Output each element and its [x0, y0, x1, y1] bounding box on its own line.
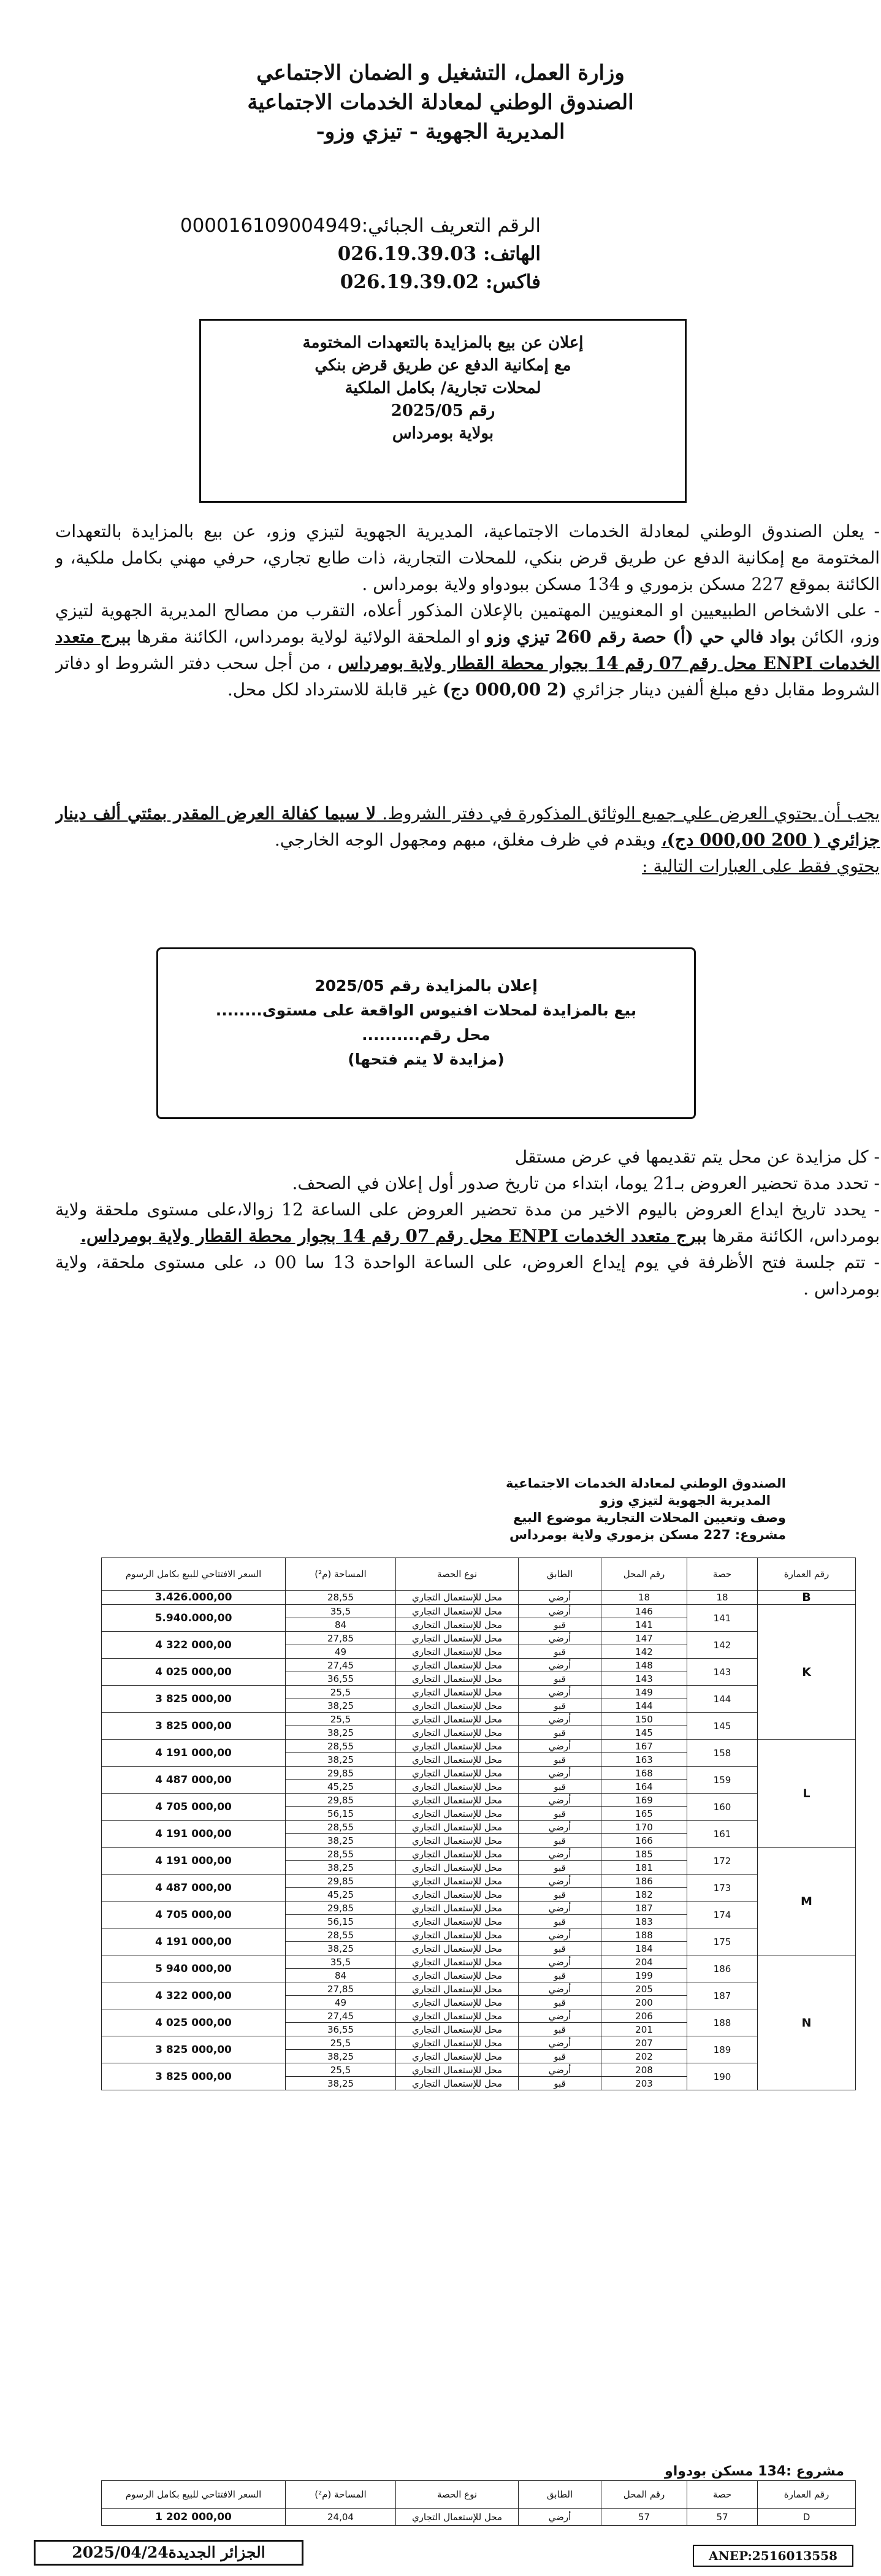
cell-type: محل للإستعمال التجاري: [396, 2509, 519, 2526]
cell-type: محل للإستعمال التجاري: [396, 1996, 519, 2009]
p2-text-e: ، من أجل سحب دفتر الشروط او دفاتر الشروط مقابل دفع مبلغ ألفين دينار جزائري: [55, 653, 880, 700]
cell-type: محل للإستعمال التجاري: [396, 2063, 519, 2077]
cell-area: 38,25: [286, 1834, 396, 1848]
cell-local: 188: [601, 1928, 687, 1942]
cell-price: 4 191 000,00: [102, 1740, 286, 1767]
cell-area: 38,25: [286, 1699, 396, 1713]
table-row: [102, 1821, 856, 1834]
cell-type: محل للإستعمال التجاري: [396, 1713, 519, 1726]
cell-type: محل للإستعمال التجاري: [396, 1659, 519, 1672]
directorate-name: المديرية الجهوية - تيزي وزو-: [316, 120, 565, 144]
cell-type: محل للإستعمال التجاري: [396, 1740, 519, 1753]
cell-local: 167: [601, 1740, 687, 1753]
cell-lot: 141: [687, 1605, 758, 1632]
cell-price: 1 202 000,00: [102, 2509, 286, 2526]
cell-price: 3 825 000,00: [102, 1713, 286, 1740]
cell-local: 149: [601, 1686, 687, 1699]
cell-area: 38,25: [286, 1942, 396, 1955]
cell-price: 5 940 000,00: [102, 1955, 286, 1982]
cell-floor: قبو: [519, 1753, 601, 1767]
cell-floor: قبو: [519, 2050, 601, 2063]
cell-floor: قبو: [519, 1807, 601, 1821]
table2-header-row: [102, 2481, 856, 2509]
paragraph-3: [55, 800, 880, 853]
table-row: [102, 1767, 856, 1780]
cell-area: 49: [286, 1645, 396, 1659]
cell-floor: أرضي: [519, 1659, 601, 1672]
cell-local: 57: [601, 2509, 687, 2526]
cell-floor: قبو: [519, 1996, 601, 2009]
cell-area: 45,25: [286, 1888, 396, 1901]
cell-local: 141: [601, 1618, 687, 1632]
cell-type: محل للإستعمال التجاري: [396, 1969, 519, 1982]
cell-area: 28,55: [286, 1591, 396, 1605]
cell-local: 170: [601, 1821, 687, 1834]
cell-type: محل للإستعمال التجاري: [396, 1955, 519, 1969]
cell-lot: 175: [687, 1928, 758, 1955]
cell-local: 142: [601, 1645, 687, 1659]
cell-local: 148: [601, 1659, 687, 1672]
cell-floor: أرضي: [519, 1955, 601, 1969]
cell-area: 56,15: [286, 1807, 396, 1821]
cell-area: 45,25: [286, 1780, 396, 1794]
procedure-rules: [55, 1144, 880, 1432]
cell-local: 181: [601, 1861, 687, 1875]
table-row: [102, 2063, 856, 2077]
col-floor: الطابق: [519, 1558, 601, 1591]
table-row: [102, 1875, 856, 1888]
cell-local: 169: [601, 1794, 687, 1807]
cell-area: 38,25: [286, 2077, 396, 2090]
cell-floor: أرضي: [519, 2063, 601, 2077]
cell-area: 38,25: [286, 1726, 396, 1740]
cell-lot: 190: [687, 2063, 758, 2090]
title-line-5: بولاية بومرداس: [392, 424, 494, 443]
paragraph-2: [55, 597, 880, 703]
p2-text-c: او الملحقة الولائية لولاية بومرداس، الكائنة مقرها: [131, 627, 486, 647]
cell-floor: قبو: [519, 2023, 601, 2036]
cell-price: 4 322 000,00: [102, 1632, 286, 1659]
cell-lot: 174: [687, 1901, 758, 1928]
col-area: المساحة (م²): [286, 1558, 396, 1591]
cell-type: محل للإستعمال التجاري: [396, 1807, 519, 1821]
contact-identifiers: [180, 212, 541, 296]
cell-floor: أرضي: [519, 1901, 601, 1915]
cell-local: 208: [601, 2063, 687, 2077]
cell-area: 24,04: [286, 2509, 396, 2526]
cell-price: 3.426.000,00: [102, 1591, 286, 1605]
cell-price: 4 487 000,00: [102, 1875, 286, 1901]
cell-area: 35,5: [286, 1605, 396, 1618]
cell-local: 150: [601, 1713, 687, 1726]
col2-building: رقم العمارة: [758, 2481, 856, 2509]
cell-local: 186: [601, 1875, 687, 1888]
cell-area: 49: [286, 1996, 396, 2009]
cell-building: N: [758, 1955, 856, 2090]
cell-type: محل للإستعمال التجاري: [396, 2023, 519, 2036]
cell-floor: أرضي: [519, 1821, 601, 1834]
cell-floor: قبو: [519, 1699, 601, 1713]
cell-type: محل للإستعمال التجاري: [396, 2009, 519, 2023]
table-row: [102, 2036, 856, 2050]
cell-price: 4 191 000,00: [102, 1928, 286, 1955]
phone-number: الهاتف: 026.19.39.03: [337, 243, 541, 265]
cell-lot: 143: [687, 1659, 758, 1686]
cell-building: K: [758, 1605, 856, 1740]
cell-floor: قبو: [519, 1834, 601, 1848]
fax-number: فاكس: 026.19.39.02: [340, 271, 541, 293]
cell-area: 38,25: [286, 1753, 396, 1767]
table-row: [102, 1901, 856, 1915]
cell-floor: أرضي: [519, 1605, 601, 1618]
cell-area: 27,85: [286, 1632, 396, 1645]
cell-floor: أرضي: [519, 1982, 601, 1996]
cell-local: 183: [601, 1915, 687, 1928]
cell-local: 144: [601, 1699, 687, 1713]
table-row: [102, 1740, 856, 1753]
p2-text-g: غير قابلة للاسترداد لكل محل.: [227, 679, 443, 700]
cell-floor: أرضي: [519, 1767, 601, 1780]
title-line-4: رقم 2025/05: [391, 402, 495, 420]
table-heading-fund: الصندوق الوطني لمعادلة الخدمات الاجتماعية: [506, 1476, 786, 1491]
shops-table-boudouaou: [101, 2480, 856, 2526]
cell-local: 18: [601, 1591, 687, 1605]
envelope-line-3: محل رقم..........: [362, 1026, 490, 1044]
col-type: نوع الحصة: [396, 1558, 519, 1591]
cell-price: 3 825 000,00: [102, 1686, 286, 1713]
cell-local: 143: [601, 1672, 687, 1686]
cell-area: 38,25: [286, 2050, 396, 2063]
table-row: [102, 1713, 856, 1726]
cell-area: 25,5: [286, 1686, 396, 1699]
table-heading-directorate: المديرية الجهوية لتيزي وزو: [600, 1493, 771, 1508]
table-row: [102, 1605, 856, 1618]
cell-type: محل للإستعمال التجاري: [396, 1672, 519, 1686]
cell-area: 29,85: [286, 1875, 396, 1888]
cell-type: محل للإستعمال التجاري: [396, 1821, 519, 1834]
cell-type: محل للإستعمال التجاري: [396, 1699, 519, 1713]
cell-area: 29,85: [286, 1901, 396, 1915]
cell-area: 56,15: [286, 1915, 396, 1928]
col2-type: نوع الحصة: [396, 2481, 519, 2509]
cell-lot: 187: [687, 1982, 758, 2009]
announcement-title-box: [199, 319, 687, 503]
cell-lot: 186: [687, 1955, 758, 1982]
rule-2: - تحدد مدة تحضير العروض بـ21 يوما، ابتداء من تاريخ صدور أول إعلان في الصحف.: [292, 1173, 880, 1193]
cell-floor: أرضي: [519, 1740, 601, 1753]
table-header-row: [102, 1558, 856, 1591]
cell-type: محل للإستعمال التجاري: [396, 1632, 519, 1645]
cell-area: 36,55: [286, 1672, 396, 1686]
col-building: رقم العمارة: [758, 1558, 856, 1591]
cell-type: محل للإستعمال التجاري: [396, 1848, 519, 1861]
cell-type: محل للإستعمال التجاري: [396, 1726, 519, 1740]
envelope-label-box: [156, 947, 696, 1119]
cell-floor: قبو: [519, 1861, 601, 1875]
cell-local: 145: [601, 1726, 687, 1740]
cell-local: 165: [601, 1807, 687, 1821]
cell-type: محل للإستعمال التجاري: [396, 1605, 519, 1618]
col2-area: المساحة (م²): [286, 2481, 396, 2509]
cell-floor: أرضي: [519, 1928, 601, 1942]
cell-floor: قبو: [519, 1618, 601, 1632]
paragraph-1: - يعلن الصندوق الوطني لمعادلة الخدمات الاجتماعية، المديرية الجهوية لتيزي وزو، عن بيع بالمزايدة بالتعهدات المختومة مع إمكانية الدفع عن طريق قرض بنكي، للمحلات التجارية، ذات طابع تجاري، حرفي مهني بكامل ملكية، و الكائنة بموقع 227 مسكن بزموري و 134 مسكن ببودواو ولاية بومرداس .: [55, 521, 880, 594]
cell-lot: 159: [687, 1767, 758, 1794]
table-row: [102, 1632, 856, 1645]
cell-building: D: [758, 2509, 856, 2526]
cell-type: محل للإستعمال التجاري: [396, 2077, 519, 2090]
rule-4: - تتم جلسة فتح الأظرفة في يوم إيداع العروض، على الساعة الواحدة 13 سا 00 د، على مستوى ملحقة، ولاية بومرداس .: [55, 1252, 880, 1299]
cell-local: 182: [601, 1888, 687, 1901]
cell-area: 36,55: [286, 2023, 396, 2036]
cell-type: محل للإستعمال التجاري: [396, 1875, 519, 1888]
cell-area: 29,85: [286, 1767, 396, 1780]
tizi-ouzou-address: بواد فالي حي (أ) حصة رقم 260 تيزي وزو: [486, 627, 796, 647]
cell-floor: أرضي: [519, 2009, 601, 2023]
col-lot: حصة: [687, 1558, 758, 1591]
tax-id: الرقم التعريف الجبائي:000016109004949: [180, 215, 541, 237]
cell-type: محل للإستعمال التجاري: [396, 1753, 519, 1767]
col2-lot: حصة: [687, 2481, 758, 2509]
newspaper-date-stamp: الجزائر الجديدة2025/04/24: [34, 2540, 303, 2566]
cell-price: 4 191 000,00: [102, 1848, 286, 1875]
envelope-line-4: (مزايدة لا يتم فتحها): [348, 1050, 505, 1068]
cell-type: محل للإستعمال التجاري: [396, 1888, 519, 1901]
cell-type: محل للإستعمال التجاري: [396, 1942, 519, 1955]
cell-local: 203: [601, 2077, 687, 2090]
rule-3-address: ببرج متعدد الخدمات ENPI محل رقم 07 رقم 14 بجوار محطة القطار ولاية بومرداس.: [80, 1226, 707, 1246]
cell-floor: قبو: [519, 1969, 601, 1982]
table-body: [102, 1591, 856, 2090]
cell-area: 84: [286, 1618, 396, 1632]
cell-local: 163: [601, 1753, 687, 1767]
cell-lot: 188: [687, 2009, 758, 2036]
cell-area: 28,55: [286, 1848, 396, 1861]
rule-1: - كل مزايدة عن محل يتم تقديمها في عرض مستقل: [514, 1147, 880, 1167]
cell-price: 3 825 000,00: [102, 2036, 286, 2063]
col2-floor: الطابق: [519, 2481, 601, 2509]
cell-lot: 160: [687, 1794, 758, 1821]
cell-lot: 142: [687, 1632, 758, 1659]
cell-type: محل للإستعمال التجاري: [396, 2036, 519, 2050]
cell-local: 207: [601, 2036, 687, 2050]
cell-local: 168: [601, 1767, 687, 1780]
col2-price: السعر الافتتاحي للبيع بكامل الرسوم: [102, 2481, 286, 2509]
cell-area: 28,55: [286, 1928, 396, 1942]
boumerdes-address: ببرج متعدد الخدمات ENPI محل رقم 07 رقم 14 بجوار محطة القطار ولاية بومرداس: [55, 627, 880, 673]
table-row: [102, 1955, 856, 1969]
cell-area: 27,45: [286, 2009, 396, 2023]
cell-price: 4 487 000,00: [102, 1767, 286, 1794]
cell-price: 4 705 000,00: [102, 1901, 286, 1928]
rule-3-text: - يحدد تاريخ ايداع العروض باليوم الاخير من مدة تحضير العروض على الساعة 12 زوالا،على مستوى ملحقة ولاية بومرداس، الكائنة مقرها: [55, 1199, 880, 1246]
cell-floor: قبو: [519, 1672, 601, 1686]
cell-area: 25,5: [286, 1713, 396, 1726]
cell-type: محل للإستعمال التجاري: [396, 1861, 519, 1875]
cell-type: محل للإستعمال التجاري: [396, 1767, 519, 1780]
cell-price: 4 025 000,00: [102, 1659, 286, 1686]
p3-text-c: ويقدم في ظرف مغلق، مبهم ومجهول الوجه الخارجي.: [274, 830, 662, 850]
cell-type: محل للإستعمال التجاري: [396, 1618, 519, 1632]
col-local: رقم المحل: [601, 1558, 687, 1591]
cell-area: 25,5: [286, 2036, 396, 2050]
cell-floor: قبو: [519, 2077, 601, 2090]
p2-text-a: - على الاشخاص الطبيعيين او المعنويين المهتمين بالإعلان المذكور أعلاه، التقرب من مصالح المديرية الجهوية لتيزي وزو، الكائن: [55, 600, 880, 647]
p3-text-a: يجب أن يحتوي العرض علي جميع الوثائق المذكورة في دفتر الشروط.: [376, 803, 880, 824]
cell-floor: قبو: [519, 1645, 601, 1659]
cell-type: محل للإستعمال التجاري: [396, 1794, 519, 1807]
table-row: [102, 1928, 856, 1942]
cell-local: 199: [601, 1969, 687, 1982]
cell-floor: أرضي: [519, 1686, 601, 1699]
header: [0, 58, 881, 147]
cell-floor: أرضي: [519, 1875, 601, 1888]
cell-local: 201: [601, 2023, 687, 2036]
cell-lot: 144: [687, 1686, 758, 1713]
offer-requirements: [55, 800, 880, 914]
cell-area: 27,85: [286, 1982, 396, 1996]
cell-local: 206: [601, 2009, 687, 2023]
table-heading-description: وصف وتعيين المحلات التجارية موضوع البيع: [513, 1510, 786, 1525]
cell-area: 84: [286, 1969, 396, 1982]
cell-local: 147: [601, 1632, 687, 1645]
title-line-2: مع إمكانية الدفع عن طريق قرض بنكي: [315, 356, 571, 375]
cell-type: محل للإستعمال التجاري: [396, 1645, 519, 1659]
table-row: [102, 1686, 856, 1699]
cell-area: 35,5: [286, 1955, 396, 1969]
table-heading: [0, 1475, 881, 1543]
cell-price: 5.940.000,00: [102, 1605, 286, 1632]
col2-local: رقم المحل: [601, 2481, 687, 2509]
cell-local: 202: [601, 2050, 687, 2063]
envelope-line-1: إعلان بالمزايدة رقم 2025/05: [315, 977, 538, 995]
table-row: [102, 1794, 856, 1807]
shops-table-zemmouri: [101, 1557, 856, 2090]
cell-floor: أرضي: [519, 2509, 601, 2526]
cell-floor: قبو: [519, 1780, 601, 1794]
cell-floor: قبو: [519, 1888, 601, 1901]
fund-name: الصندوق الوطني لمعادلة الخدمات الاجتماعية: [247, 90, 634, 115]
table-heading-project: مشروع: 227 مسكن بزموري ولاية بومرداس: [509, 1527, 786, 1542]
col-price: السعر الافتتاحي للبيع بكامل الرسوم: [102, 1558, 286, 1591]
ministry-name: وزارة العمل، التشغيل و الضمان الاجتماعي: [256, 61, 625, 85]
cell-floor: أرضي: [519, 1794, 601, 1807]
cell-local: 184: [601, 1942, 687, 1955]
table2-row: [102, 2509, 856, 2526]
cell-price: 4 025 000,00: [102, 2009, 286, 2036]
cell-floor: أرضي: [519, 1591, 601, 1605]
title-line-3: لمحلات تجارية/ بكامل الملكية: [345, 379, 541, 397]
table-row: [102, 1659, 856, 1672]
cell-floor: قبو: [519, 1726, 601, 1740]
table-row: [102, 1591, 856, 1605]
cell-local: 205: [601, 1982, 687, 1996]
cell-local: 185: [601, 1848, 687, 1861]
bid-bond: لا سيما كفالة العرض المقدر بمئتي ألف دينار جزائري ( 200 000,00 دج)،: [55, 803, 880, 850]
anep-reference: ANEP:2516013558: [693, 2545, 853, 2567]
cell-lot: 172: [687, 1848, 758, 1875]
cell-local: 166: [601, 1834, 687, 1848]
cell-area: 29,85: [286, 1794, 396, 1807]
envelope-line-2: بيع بالمزايدة لمحلات افنيوس الواقعة على مستوى........: [215, 1001, 637, 1019]
table-row: [102, 1982, 856, 1996]
cell-area: 38,25: [286, 1861, 396, 1875]
project-2-label: مشروع :134 مسكن بودواو: [665, 2464, 844, 2479]
cell-type: محل للإستعمال التجاري: [396, 1591, 519, 1605]
cell-type: محل للإستعمال التجاري: [396, 2050, 519, 2063]
cell-floor: قبو: [519, 1915, 601, 1928]
cell-lot: 57: [687, 2509, 758, 2526]
cell-type: محل للإستعمال التجاري: [396, 1915, 519, 1928]
announcement-body: [55, 518, 880, 794]
cell-price: 4 322 000,00: [102, 1982, 286, 2009]
cell-lot: 189: [687, 2036, 758, 2063]
cell-building: M: [758, 1848, 856, 1955]
rule-3: [55, 1196, 880, 1249]
cell-area: 25,5: [286, 2063, 396, 2077]
cell-local: 200: [601, 1996, 687, 2009]
cell-type: محل للإستعمال التجاري: [396, 1780, 519, 1794]
table-row: [102, 1848, 856, 1861]
title-line-1: إعلان عن بيع بالمزايدة بالتعهدات المختومة: [302, 334, 584, 352]
cell-lot: 161: [687, 1821, 758, 1848]
cell-building: B: [758, 1591, 856, 1605]
paragraph-4: يحتوي فقط على العبارات التالية :: [642, 856, 880, 876]
cell-floor: أرضي: [519, 1713, 601, 1726]
cell-floor: أرضي: [519, 1848, 601, 1861]
table-row: [102, 2009, 856, 2023]
cell-type: محل للإستعمال التجاري: [396, 1928, 519, 1942]
cell-type: محل للإستعمال التجاري: [396, 1982, 519, 1996]
cell-lot: 18: [687, 1591, 758, 1605]
cell-local: 164: [601, 1780, 687, 1794]
spec-fee: (2 000,00 دج): [442, 679, 567, 700]
cell-area: 28,55: [286, 1740, 396, 1753]
cell-type: محل للإستعمال التجاري: [396, 1901, 519, 1915]
cell-floor: أرضي: [519, 2036, 601, 2050]
cell-floor: أرضي: [519, 1632, 601, 1645]
cell-type: محل للإستعمال التجاري: [396, 1834, 519, 1848]
cell-lot: 158: [687, 1740, 758, 1767]
cell-price: 4 705 000,00: [102, 1794, 286, 1821]
cell-floor: قبو: [519, 1942, 601, 1955]
cell-price: 4 191 000,00: [102, 1821, 286, 1848]
cell-lot: 173: [687, 1875, 758, 1901]
cell-area: 28,55: [286, 1821, 396, 1834]
cell-local: 187: [601, 1901, 687, 1915]
cell-local: 204: [601, 1955, 687, 1969]
cell-price: 3 825 000,00: [102, 2063, 286, 2090]
cell-type: محل للإستعمال التجاري: [396, 1686, 519, 1699]
cell-lot: 145: [687, 1713, 758, 1740]
cell-area: 27,45: [286, 1659, 396, 1672]
cell-local: 146: [601, 1605, 687, 1618]
cell-building: L: [758, 1740, 856, 1848]
